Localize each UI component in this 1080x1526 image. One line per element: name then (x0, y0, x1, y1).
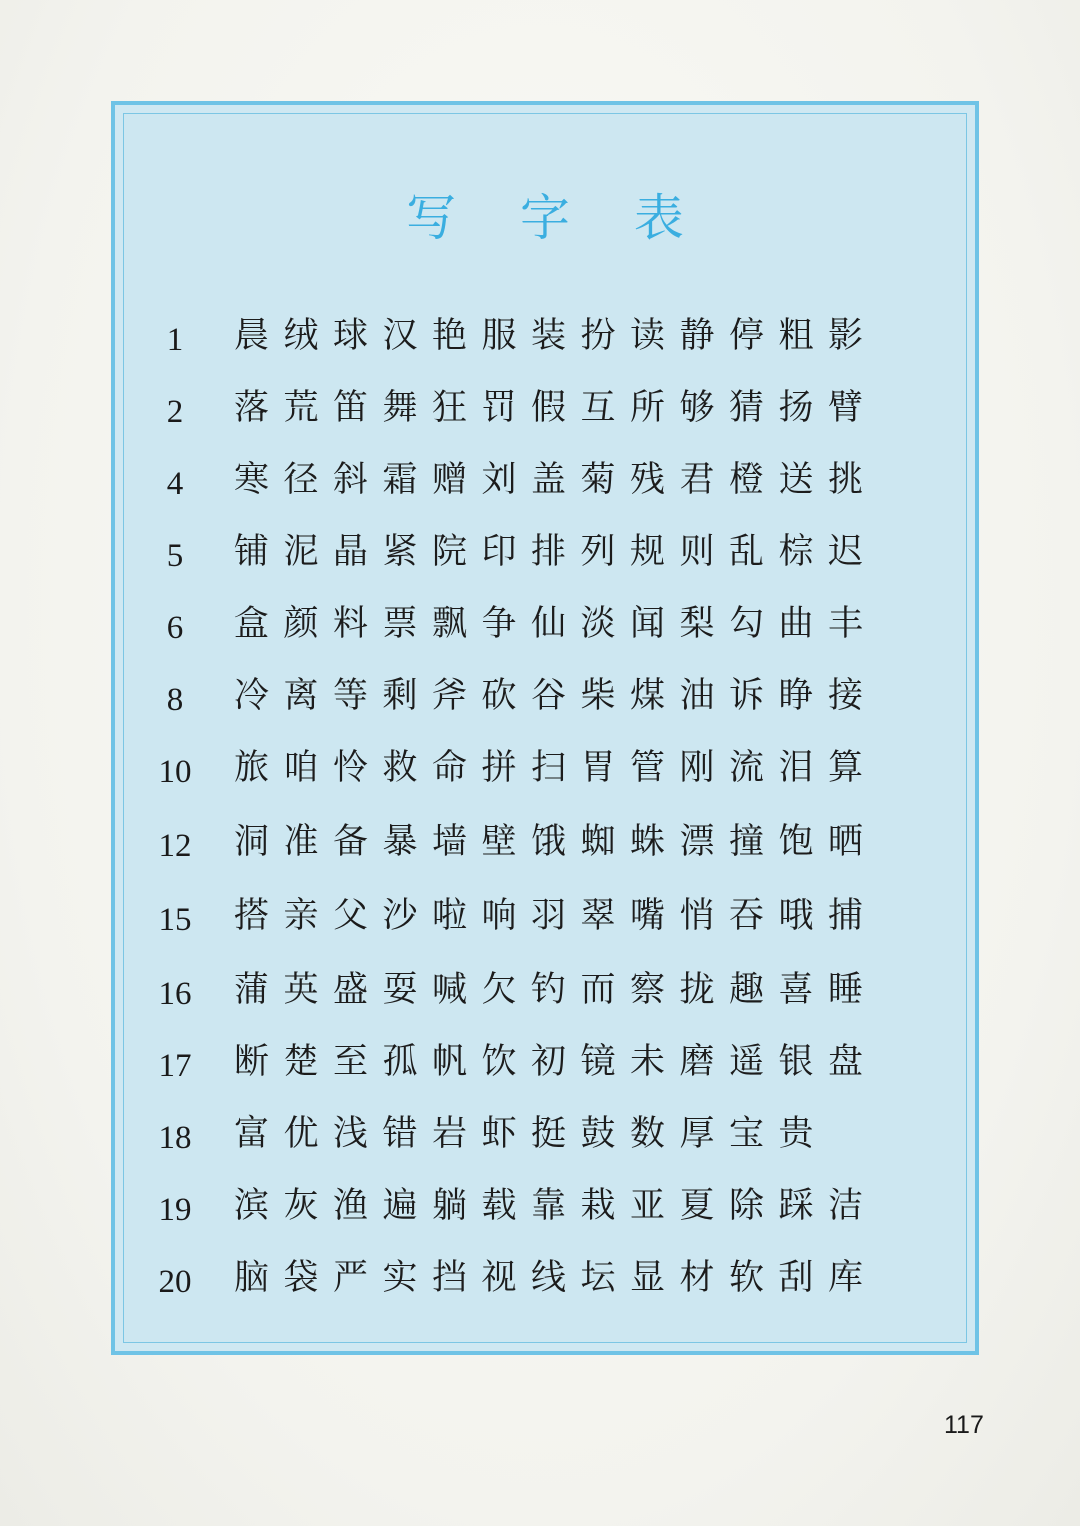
table-row (124, 736, 966, 808)
row-number: 1 (166, 322, 184, 358)
row-characters: 蒲英盛耍喊欠钓而察拢趣喜睡 (234, 970, 878, 1010)
table-row (124, 304, 966, 376)
row-number: 12 (158, 828, 192, 864)
row-characters: 落荒笛舞狂罚假互所够猜扬臂 (234, 388, 878, 428)
table-row (124, 810, 966, 882)
table-row (124, 1030, 966, 1102)
table-row (124, 958, 966, 1030)
writing-table-frame (111, 101, 979, 1355)
row-characters: 铺泥晶紧院印排列规则乱棕迟 (234, 532, 878, 572)
row-characters: 晨绒球汉艳服装扮读静停粗影 (234, 316, 878, 356)
row-characters: 富优浅错岩虾挺鼓数厚宝贵 (234, 1114, 829, 1154)
row-number: 4 (166, 466, 184, 502)
table-row (124, 884, 966, 956)
table-row (124, 520, 966, 592)
row-characters: 搭亲父沙啦响羽翠嘴悄吞哦捕 (234, 896, 878, 936)
row-number: 6 (166, 610, 184, 646)
row-characters: 洞准备暴墙壁饿蜘蛛漂撞饱晒 (234, 822, 878, 862)
row-number: 16 (158, 976, 192, 1012)
row-characters: 冷离等剩斧砍谷柴煤油诉睁接 (234, 676, 878, 716)
page-number: 117 (944, 1411, 984, 1439)
row-number: 15 (158, 902, 192, 938)
row-number: 8 (166, 682, 184, 718)
table-row (124, 1246, 966, 1318)
row-number: 18 (158, 1120, 192, 1156)
row-number: 17 (158, 1048, 192, 1084)
row-characters: 滨灰渔遍躺载靠栽亚夏除踩洁 (234, 1186, 878, 1226)
row-characters: 寒径斜霜赠刘盖菊残君橙送挑 (234, 460, 878, 500)
writing-table-inner-frame (123, 113, 967, 1343)
table-row (124, 592, 966, 664)
row-characters: 脑袋严实挡视线坛显材软刮库 (234, 1258, 878, 1298)
table-row (124, 376, 966, 448)
row-number: 20 (158, 1264, 192, 1300)
row-characters: 断楚至孤帆饮初镜未磨遥银盘 (234, 1042, 878, 1082)
row-number: 2 (166, 394, 184, 430)
row-characters: 盒颜料票飘争仙淡闻梨勾曲丰 (234, 604, 878, 644)
row-number: 5 (166, 538, 184, 574)
table-row (124, 664, 966, 736)
table-row (124, 1102, 966, 1174)
row-number: 10 (158, 754, 192, 790)
row-characters: 旅咱怜救命拼扫胃管刚流泪算 (234, 748, 878, 788)
page-title: 写 字 表 (406, 189, 708, 247)
row-number: 19 (158, 1192, 192, 1228)
table-row (124, 1174, 966, 1246)
table-row (124, 448, 966, 520)
